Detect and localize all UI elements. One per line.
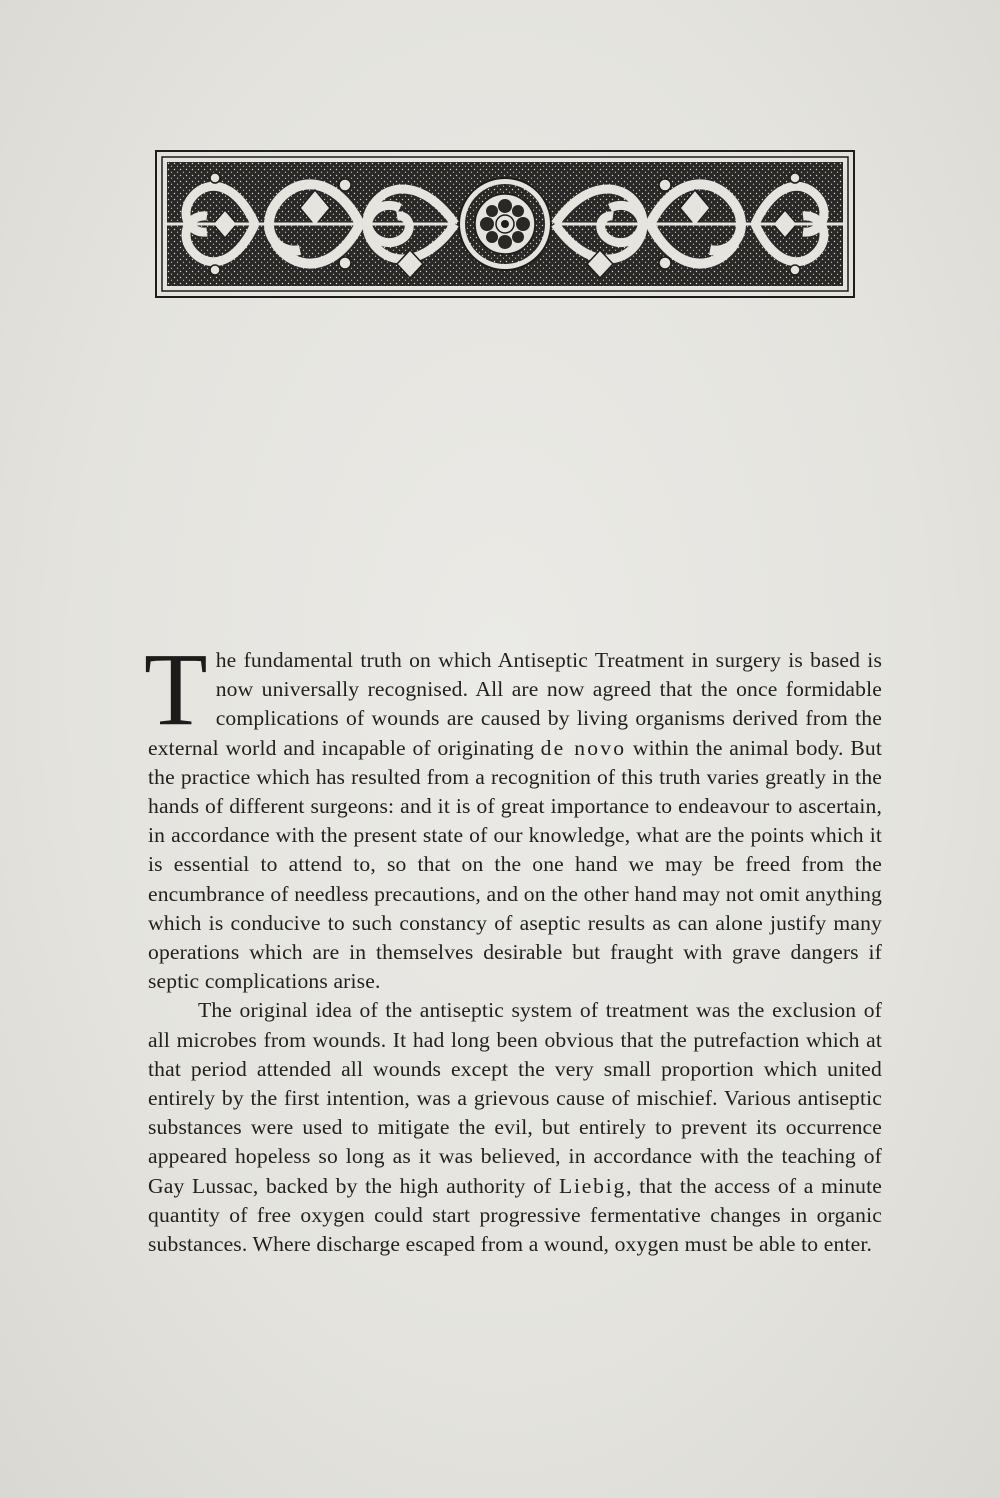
- paragraph-1-text-a: fundamental truth on which Antiseptic Treatment in surgery is based is now universally recognised. All are now agreed that the once formidable complications of wounds are caused by living organisms derived from the external world and incapable of originating: [148, 648, 882, 760]
- paragraph-1-text-b: within the animal body. But the practice which has resulted from a recognition of this truth varies greatly in the hands of different surgeons: and it is of great importance to endeavour to ascertain, in accordance with the present state of our knowledge, what are the points which it is essential to attend to, so that on the one hand we may be freed from the encumbrance of needless precautions, and on the other hand may not omit anything which is conducive to such constancy of aseptic results as can alone justify many operations which are in themselves desirable but fraught with grave dangers if septic complications arise.: [148, 735, 882, 994]
- drop-cap: T: [144, 632, 208, 747]
- paragraph-2-text-b: , that the access of a minute quantity of free oxygen could start progressive fermentative changes in organic substances. Where discharge escaped from a wound, oxygen must be able to enter.: [148, 1173, 882, 1257]
- emphasis-de-novo: de novo: [540, 735, 627, 760]
- arabesque-headpiece-ornament-icon: [155, 150, 855, 298]
- name-liebig: Liebig: [558, 1173, 627, 1198]
- body-text: [144, 632, 882, 1259]
- paragraph-1: [144, 632, 882, 996]
- paragraph-2-text-a: The original idea of the antiseptic system of treatment was the exclusion of all microbes from wounds. It had long been obvious that the putrefaction which at that period attended all wounds except the very small proportion which united entirely by the first intention, was a grievous cause of mischief. Various antiseptic substances were used to mitigate the evil, but entirely to prevent its occurrence appeared hopeless so long as it was believed, in accordance with the teaching of Gay Lussac, backed by the high authority of: [148, 998, 882, 1198]
- paragraph-2: [148, 996, 882, 1259]
- first-word-rest: he: [215, 648, 237, 672]
